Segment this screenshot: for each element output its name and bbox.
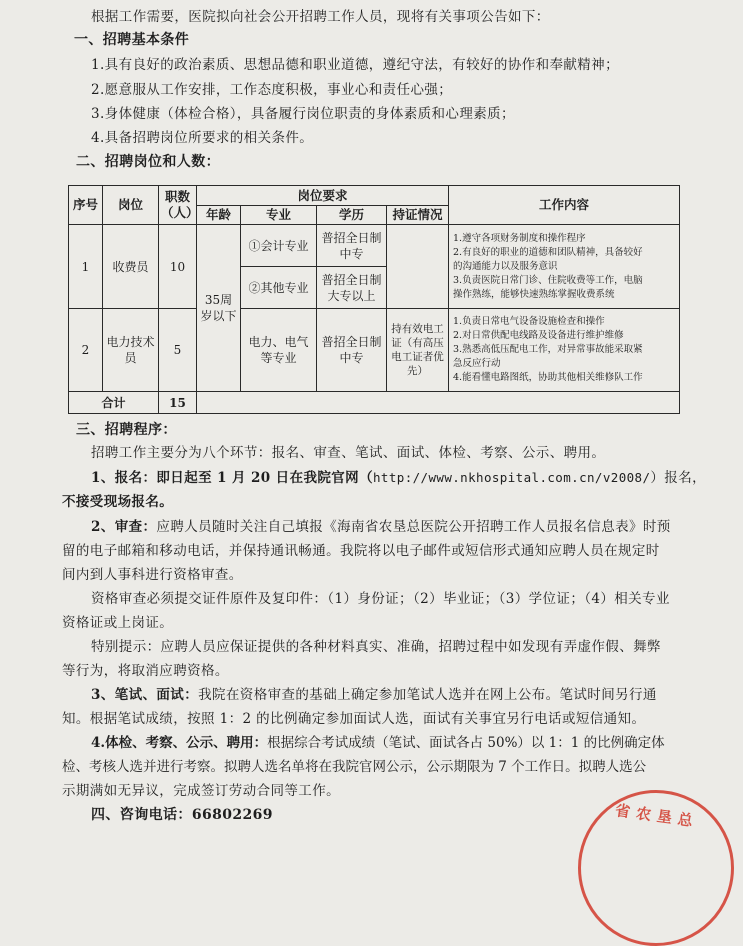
hire-text: 根据综合考试成绩（笔试、面试各占 50%）以 1：1 的比例确定体 xyxy=(267,735,665,751)
header-no: 序号 xyxy=(69,186,103,225)
header-major: 专业 xyxy=(241,206,317,225)
section2-title: 二、招聘岗位和人数： xyxy=(76,154,220,170)
exam-text: 我院在资格审查的基础上确定参加笔试人选并在网上公布。笔试时间另行通 xyxy=(198,687,657,703)
row2-post: 电力技术员 xyxy=(103,309,159,392)
section1-title: 一、招聘基本条件 xyxy=(74,32,190,48)
intro-text: 根据工作需要，医院拟向社会公开招聘工作人员，现将有关事项公告如下： xyxy=(91,9,550,25)
tip-line1: 特别提示：应聘人员应保证提供的各种材料真实、准确，招聘过程中如发现有弄虚作假、舞弊 xyxy=(91,639,661,655)
condition-item: 1.具有良好的政治素质、思想品德和职业道德，遵纪守法，有较好的协作和奉献精神； xyxy=(91,57,619,73)
row1a-major: ①会计专业 xyxy=(241,225,317,267)
documents-line2: 资格证或上岗证。 xyxy=(62,615,174,631)
row1-no: 1 xyxy=(69,225,103,309)
header-count: 职数（人） xyxy=(159,186,197,225)
row1b-major: ②其他专业 xyxy=(241,267,317,309)
duty-line: 操作熟练，能够快速熟练掌握收费系统 xyxy=(453,288,615,300)
hire-line3: 示期满如无异议，完成签订劳动合同等工作。 xyxy=(62,783,340,799)
duty-line: 1.负责日常电气设备设施检查和操作 xyxy=(453,316,605,327)
header-duties: 工作内容 xyxy=(449,186,680,225)
row1-count: 10 xyxy=(159,225,197,309)
age-requirement: 35周岁以下 xyxy=(197,225,241,392)
review-line1 xyxy=(91,518,671,536)
duty-line: 3.负责医院日常门诊、住院收费等工作，电脑 xyxy=(453,274,643,286)
row2-count: 5 xyxy=(159,309,197,392)
review-label: 2、审查： xyxy=(91,519,157,535)
registration-text-end: ）报名， xyxy=(650,470,707,486)
registration-line xyxy=(91,469,706,487)
hire-label: 4.体检、考察、公示、聘用： xyxy=(91,735,268,751)
header-age: 年龄 xyxy=(197,206,241,225)
hire-line1 xyxy=(91,734,665,752)
registration-label: 1、报名： xyxy=(91,470,157,486)
review-line3: 间内到人事科进行资格审查。 xyxy=(62,567,243,583)
row1a-education: 普招全日制中专 xyxy=(317,225,387,267)
review-text: 应聘人员随时关注自己填报《海南省农垦总医院公开招聘工作人员报名信息表》时预 xyxy=(156,519,671,535)
row1-post: 收费员 xyxy=(103,225,159,309)
hire-line2: 检、考核人选并进行考察。拟聘人选名单将在我院官网公示，公示期限为 7 个工作日。拟聘人选公 xyxy=(62,759,647,775)
positions-table xyxy=(68,185,680,414)
duty-line: 3.熟悉高低压配电工作，对异常事故能采取紧 xyxy=(453,344,643,355)
condition-item: 2.愿意服从工作安排，工作态度积极，事业心和责任心强； xyxy=(91,82,453,98)
header-requirements: 岗位要求 xyxy=(197,186,449,206)
row1-certificate xyxy=(387,225,449,309)
exam-line2: 知。根据笔试成绩，按照 1：2 的比例确定参加面试人选，面试有关事宜另行电话或短信通知。 xyxy=(62,711,646,727)
row2-no: 2 xyxy=(69,309,103,392)
duty-line: 2.有良好的职业的道德和团队精神，具备较好 xyxy=(453,246,643,258)
procedure-intro: 招聘工作主要分为八个环节：报名、审查、笔试、面试、体检、考察、公示、聘用。 xyxy=(91,445,606,461)
registration-line2: 不接受现场报名。 xyxy=(62,494,174,510)
condition-item: 3.身体健康（体检合格），具备履行岗位职责的身体素质和心理素质； xyxy=(91,106,515,122)
contact-label: 四、咨询电话： xyxy=(91,807,192,823)
condition-item: 4.具备招聘岗位所要求的相关条件。 xyxy=(91,130,314,146)
contact-phone: 66802269 xyxy=(191,807,273,823)
contact-line xyxy=(91,806,273,824)
duty-line: 急反应行动 xyxy=(453,358,501,369)
exam-label: 3、笔试、面试： xyxy=(91,687,199,703)
row1b-education: 普招全日制大专以上 xyxy=(317,267,387,309)
row2-certificate: 持有效电工证（有高压电工证者优先） xyxy=(387,309,449,392)
seal-text: 省农垦总 xyxy=(614,801,700,831)
duty-line: 的沟通能力以及服务意识 xyxy=(453,260,558,272)
registration-link[interactable]: http://www.nkhospital.com.cn/v2008/ xyxy=(373,470,651,485)
row2-education: 普招全日制中专 xyxy=(317,309,387,392)
documents-line1: 资格审查必须提交证件原件及复印件：（1）身份证；（2）毕业证；（3）学位证；（4）相关专业 xyxy=(91,591,670,607)
tip-line2: 等行为，将取消应聘资格。 xyxy=(62,663,229,679)
duty-line: 2.对日常供配电线路及设备进行维护维修 xyxy=(453,330,624,341)
header-education: 学历 xyxy=(317,206,387,225)
row1-duties xyxy=(449,225,680,309)
header-post: 岗位 xyxy=(103,186,159,225)
registration-text: 即日起至 1 月 20 日在我院官网（ xyxy=(156,470,373,486)
exam-line1 xyxy=(91,686,657,704)
total-count: 15 xyxy=(159,392,197,414)
official-seal xyxy=(578,790,734,946)
section3-title: 三、招聘程序： xyxy=(76,422,177,438)
header-certificate: 持证情况 xyxy=(387,206,449,225)
row2-major: 电力、电气等专业 xyxy=(241,309,317,392)
row2-duties xyxy=(449,309,680,392)
total-empty xyxy=(197,392,680,414)
duty-line: 4.能看懂电路图纸，协助其他相关维修队工作 xyxy=(453,372,643,383)
total-label: 合计 xyxy=(69,392,159,414)
review-line2: 留的电子邮箱和移动电话，并保持通讯畅通。我院将以电子邮件或短信形式通知应聘人员在规定时 xyxy=(62,543,660,559)
duty-line: 1.遵守各项财务制度和操作程序 xyxy=(453,232,586,244)
